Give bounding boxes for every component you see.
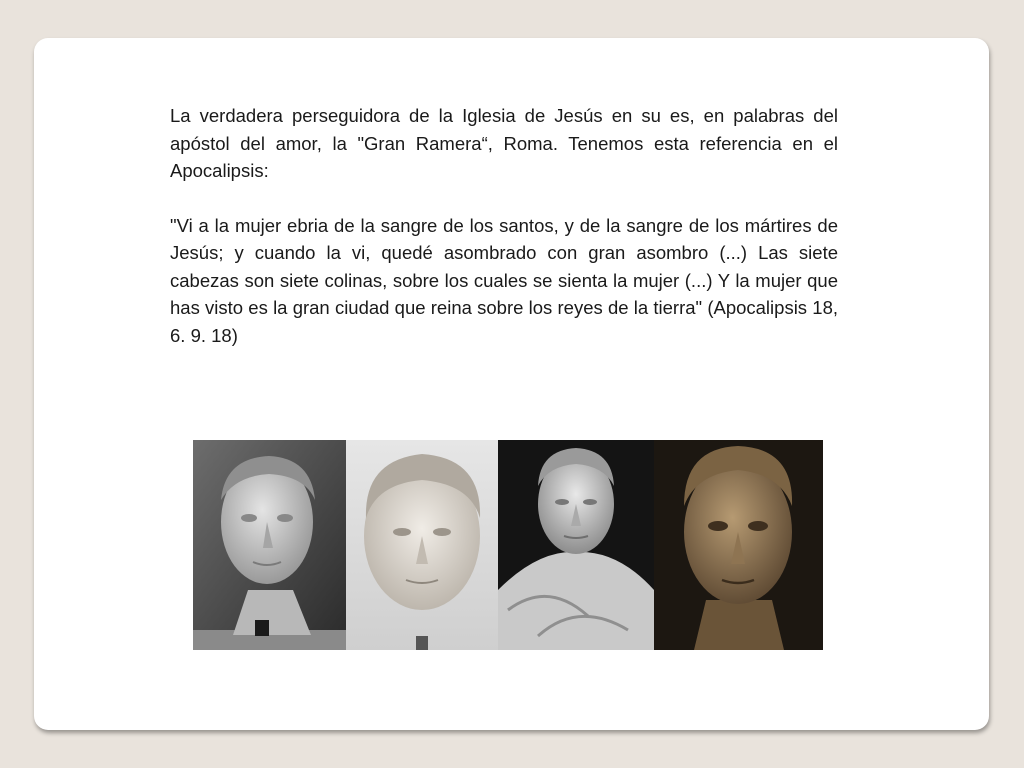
slide: [34, 38, 989, 730]
marble-bust-portrait-2: [346, 440, 498, 650]
marble-bust-portrait-1: [193, 440, 346, 650]
bronze-bust-portrait-4: [654, 440, 823, 650]
paragraph-quote: "Vi a la mujer ebria de la sangre de los santos, y de la sangre de los mártires de Jesús; y cuando la vi, quedé asombrado con gran asombro (...) Las siete cabezas son siete colinas, sobre los cuales se sienta la mujer (...) Y la mujer que has visto es la gran ciudad que reina sobre los reyes de la tierra" (Apocalipsis 18, 6. 9. 18): [170, 214, 838, 346]
marble-bust-portrait-3: [498, 440, 654, 650]
portrait-strip: [193, 440, 823, 650]
paragraph-intro: La verdadera perseguidora de la Iglesia de Jesús en su es, en palabras del apóstol del amor, la "Gran Ramera“, Roma. Tenemos esta referencia en el Apocalipsis:: [170, 105, 838, 181]
slide-text: [170, 102, 838, 376]
